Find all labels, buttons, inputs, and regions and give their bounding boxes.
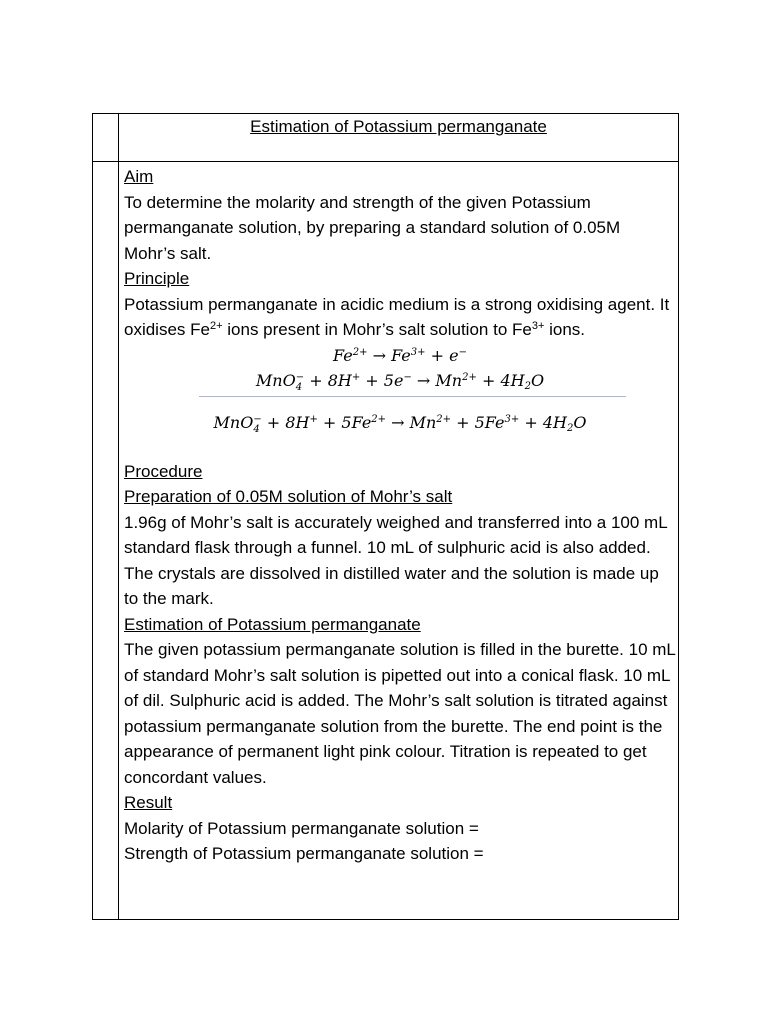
equation-reduction: MnO − 4 + $8H^+ + 5e^- \to Mn^{2+} + 4H_2O$ [255, 370, 545, 393]
preparation-heading: Preparation of 0.05M solution of Mohr’s salt [124, 487, 453, 506]
equation-oxidation: $Fe^{2+} \to Fe^{3+} + e^-$ [333, 345, 467, 365]
aim-heading: Aim [124, 167, 154, 186]
principle-heading: Principle [124, 269, 190, 288]
equation-overall: MnO − 4 + $8H^+ + 5Fe^{2+} \to Mn^{2+} + 5Fe^{3+} + 4H_2O$ [213, 412, 587, 435]
estimation-text: The given potassium permanganate solution is filled in the burette. 10 mL of standard Mohr’s salt solution is pipetted out into a conical flask. 10 mL of dil. Sulphuric acid is added. The Mohr’s salt solution is titrated against potassium permanganate solution from the burette. The end point is the appearance of permanent light pink colour. Titration is repeated to get concordant values. [124, 640, 676, 787]
document-title: Estimation of Potassium permanganate [250, 117, 547, 136]
result-heading: Result [124, 793, 173, 812]
document-table [92, 113, 679, 920]
procedure-heading: Procedure [124, 461, 203, 481]
principle-text: Potassium permanganate in acidic medium is a strong oxidising agent. It oxidises $Fe^{2+}$ ions present in Mohr’s salt solution to $Fe^{3+}$ ions. [124, 294, 670, 339]
table-row-divider [93, 161, 678, 162]
result-molarity: Molarity of Potassium permanganate solution = [124, 818, 479, 838]
fe2-charge: 2+ [209, 320, 223, 332]
table-column-divider [118, 114, 119, 919]
result-strength: Strength of Potassium permanganate solution = [124, 844, 484, 863]
aim-text: To determine the molarity and strength of the given Potassium permanganate solution, by preparing a standard solution of 0.05M Mohr’s salt. [124, 192, 621, 263]
fe3-charge: 3+ [531, 320, 545, 332]
estimation-heading: Estimation of Potassium permanganate [124, 614, 421, 634]
preparation-text: 1.96g of Mohr’s salt is accurately weighed and transferred into a 100 mL standard flask through a funnel. 10 mL of sulphuric acid is also added. The crystals are dissolved in distilled water and the solution is made up to the mark. [124, 512, 668, 608]
document-body [124, 164, 676, 867]
